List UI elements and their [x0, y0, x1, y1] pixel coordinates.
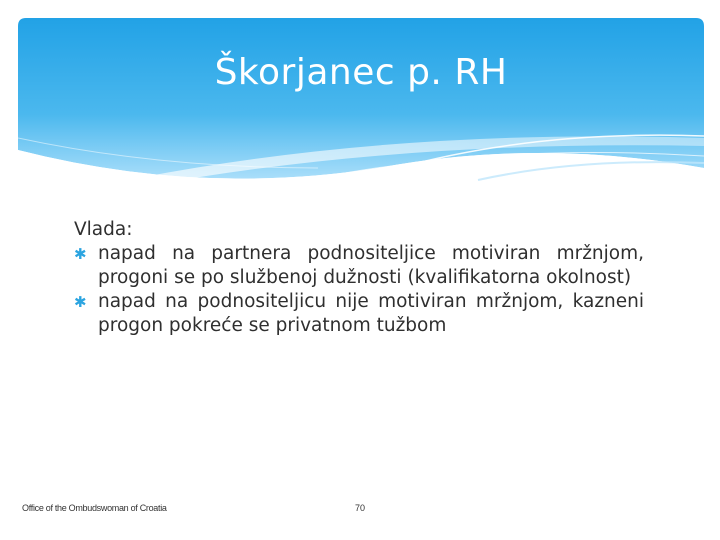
- footer-text: Office of the Ombudswoman of Croatia: [22, 503, 167, 513]
- page-number: 70: [355, 503, 366, 513]
- star-bullet-icon: ✱: [74, 293, 87, 311]
- title-band-graphic: [18, 18, 704, 194]
- star-bullet-icon: ✱: [74, 245, 87, 263]
- bullet-item: [74, 242, 644, 290]
- slide-title: Škorjanec p. RH: [214, 52, 508, 93]
- slide-body: [74, 218, 644, 338]
- bullet-text: napad na podnositeljicu nije motiviran mržnjom, kazneni progon pokreće se privatnom tužbom: [98, 291, 644, 336]
- title-band: [18, 18, 704, 194]
- lead-text: Vlada:: [74, 219, 133, 240]
- bullet-text: napad na partnera podnositeljice motiviran mržnjom, progoni se po službenoj dužnosti (kvalifikatorna okolnost): [98, 243, 644, 288]
- bullet-item: [74, 290, 644, 338]
